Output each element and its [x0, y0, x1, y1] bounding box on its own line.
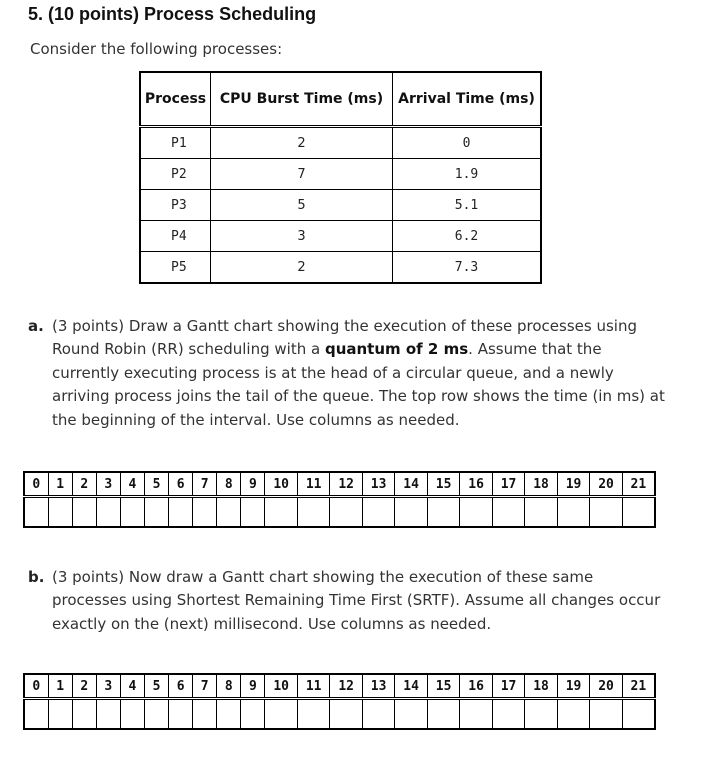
- gantt-answer-cell[interactable]: [590, 699, 622, 730]
- gantt-time-cell: 5: [144, 674, 168, 699]
- part-b-question: [28, 566, 668, 636]
- gantt-time-cell: 13: [362, 472, 394, 497]
- gantt-time-cell: 14: [395, 472, 427, 497]
- gantt-time-cell: 9: [241, 674, 265, 699]
- gantt-answer-cell[interactable]: [241, 497, 265, 528]
- burst-time: 2: [211, 127, 393, 159]
- gantt-time-cell: 8: [217, 472, 241, 497]
- gantt-answer-cell[interactable]: [395, 497, 427, 528]
- burst-time: 3: [211, 221, 393, 252]
- gantt-answer-cell[interactable]: [120, 699, 144, 730]
- gantt-slot-row: [24, 497, 655, 528]
- gantt-answer-cell[interactable]: [265, 699, 297, 730]
- gantt-answer-cell[interactable]: [48, 699, 72, 730]
- gantt-time-cell: 15: [427, 674, 459, 699]
- gantt-time-cell: 8: [217, 674, 241, 699]
- gantt-time-cell: 2: [72, 674, 96, 699]
- process-name: P1: [140, 127, 211, 159]
- gantt-time-cell: 21: [622, 674, 655, 699]
- header-process: Process: [140, 72, 211, 127]
- gantt-answer-cell[interactable]: [330, 497, 362, 528]
- process-table: [139, 71, 542, 284]
- gantt-time-cell: 19: [557, 472, 589, 497]
- gantt-time-cell: 17: [492, 472, 524, 497]
- gantt-answer-cell[interactable]: [48, 497, 72, 528]
- gantt-answer-cell[interactable]: [557, 699, 589, 730]
- gantt-answer-cell[interactable]: [362, 497, 394, 528]
- gantt-answer-cell[interactable]: [120, 497, 144, 528]
- gantt-time-cell: 1: [48, 674, 72, 699]
- gantt-answer-cell[interactable]: [265, 497, 297, 528]
- gantt-answer-cell[interactable]: [492, 699, 524, 730]
- burst-time: 7: [211, 159, 393, 190]
- arrival-time: 6.2: [393, 221, 542, 252]
- gantt-answer-cell[interactable]: [24, 699, 48, 730]
- gantt-time-cell: 14: [395, 674, 427, 699]
- gantt-answer-cell[interactable]: [72, 497, 96, 528]
- table-row: [140, 221, 541, 252]
- gantt-time-cell: 20: [590, 674, 622, 699]
- gantt-answer-cell[interactable]: [330, 699, 362, 730]
- gantt-answer-cell[interactable]: [492, 497, 524, 528]
- gantt-time-row: [24, 472, 655, 497]
- gantt-time-cell: 0: [24, 674, 48, 699]
- gantt-answer-cell[interactable]: [217, 699, 241, 730]
- burst-time: 5: [211, 190, 393, 221]
- gantt-answer-cell[interactable]: [72, 699, 96, 730]
- gantt-time-row: [24, 674, 655, 699]
- gantt-time-cell: 2: [72, 472, 96, 497]
- gantt-time-cell: 12: [330, 472, 362, 497]
- gantt-answer-cell[interactable]: [622, 699, 655, 730]
- question-heading: 5. (10 points) Process Scheduling: [28, 4, 317, 24]
- part-a-text-pre: (3 points) Draw a Gantt chart showing the execution of these processes using Round Robin (RR) scheduling with a: [52, 317, 637, 359]
- gantt-answer-cell[interactable]: [525, 497, 557, 528]
- gantt-time-cell: 1: [48, 472, 72, 497]
- gantt-answer-cell[interactable]: [96, 497, 120, 528]
- process-name: P5: [140, 252, 211, 284]
- gantt-time-cell: 7: [193, 472, 217, 497]
- gantt-time-cell: 4: [120, 674, 144, 699]
- header-arrival: Arrival Time (ms): [393, 72, 542, 127]
- gantt-time-cell: 9: [241, 472, 265, 497]
- gantt-time-cell: 11: [297, 674, 329, 699]
- gantt-answer-cell[interactable]: [297, 699, 329, 730]
- gantt-time-cell: 4: [120, 472, 144, 497]
- gantt-time-cell: 3: [96, 472, 120, 497]
- part-a-question: [28, 315, 668, 432]
- gantt-time-cell: 18: [525, 472, 557, 497]
- gantt-answer-cell[interactable]: [557, 497, 589, 528]
- gantt-time-cell: 11: [297, 472, 329, 497]
- gantt-time-cell: 6: [169, 472, 193, 497]
- gantt-time-cell: 10: [265, 472, 297, 497]
- gantt-time-cell: 15: [427, 472, 459, 497]
- gantt-answer-cell[interactable]: [362, 699, 394, 730]
- process-name: P3: [140, 190, 211, 221]
- gantt-time-cell: 16: [460, 472, 492, 497]
- gantt-time-cell: 5: [144, 472, 168, 497]
- gantt-time-cell: 16: [460, 674, 492, 699]
- gantt-answer-cell[interactable]: [590, 497, 622, 528]
- gantt-time-cell: 7: [193, 674, 217, 699]
- gantt-time-cell: 21: [622, 472, 655, 497]
- gantt-answer-cell[interactable]: [297, 497, 329, 528]
- part-a-quantum: quantum of 2 ms: [324, 340, 469, 359]
- gantt-answer-cell[interactable]: [622, 497, 655, 528]
- gantt-time-cell: 17: [492, 674, 524, 699]
- part-b-text: (3 points) Now draw a Gantt chart showing the execution of these same processes using Shortest Remaining Time First (SRTF). Assume all changes occur exactly on the (next) millisecond. Use columns as needed.: [52, 568, 661, 633]
- gantt-time-cell: 18: [525, 674, 557, 699]
- gantt-chart-srtf: [23, 673, 656, 730]
- gantt-answer-cell[interactable]: [144, 699, 168, 730]
- process-table-header-row: [140, 72, 541, 127]
- gantt-time-cell: 20: [590, 472, 622, 497]
- gantt-time-cell: 3: [96, 674, 120, 699]
- part-a-label: a.: [28, 317, 44, 335]
- arrival-time: 1.9: [393, 159, 542, 190]
- table-row: [140, 252, 541, 284]
- header-cpu-burst: CPU Burst Time (ms): [211, 72, 393, 127]
- gantt-time-cell: 19: [557, 674, 589, 699]
- gantt-time-cell: 6: [169, 674, 193, 699]
- burst-time: 2: [211, 252, 393, 284]
- gantt-chart-rr: [23, 471, 656, 528]
- gantt-slot-row: [24, 699, 655, 730]
- arrival-time: 7.3: [393, 252, 542, 284]
- gantt-time-cell: 0: [24, 472, 48, 497]
- process-name: P2: [140, 159, 211, 190]
- gantt-answer-cell[interactable]: [460, 497, 492, 528]
- arrival-time: 5.1: [393, 190, 542, 221]
- gantt-answer-cell[interactable]: [193, 699, 217, 730]
- gantt-answer-cell[interactable]: [217, 497, 241, 528]
- gantt-answer-cell[interactable]: [193, 497, 217, 528]
- gantt-answer-cell[interactable]: [525, 699, 557, 730]
- gantt-time-cell: 10: [265, 674, 297, 699]
- gantt-time-cell: 13: [362, 674, 394, 699]
- gantt-answer-cell[interactable]: [395, 699, 427, 730]
- table-row: [140, 190, 541, 221]
- gantt-answer-cell[interactable]: [169, 699, 193, 730]
- part-a-text: [52, 315, 668, 432]
- gantt-answer-cell[interactable]: [460, 699, 492, 730]
- table-row: [140, 127, 541, 159]
- part-b-label: b.: [28, 568, 45, 586]
- arrival-time: 0: [393, 127, 542, 159]
- gantt-answer-cell[interactable]: [96, 699, 120, 730]
- gantt-answer-cell[interactable]: [427, 497, 459, 528]
- gantt-answer-cell[interactable]: [24, 497, 48, 528]
- gantt-answer-cell[interactable]: [427, 699, 459, 730]
- gantt-time-cell: 12: [330, 674, 362, 699]
- intro-text: Consider the following processes:: [30, 40, 283, 58]
- table-row: [140, 159, 541, 190]
- process-name: P4: [140, 221, 211, 252]
- gantt-answer-cell[interactable]: [169, 497, 193, 528]
- gantt-answer-cell[interactable]: [144, 497, 168, 528]
- gantt-answer-cell[interactable]: [241, 699, 265, 730]
- part-a-text-post: . Assume that the currently executing process is at the head of a circular queue, and a newly arriving process joins the tail of the queue. The top row shows the time (in ms) at the beginning of the interval. Use columns as needed.: [52, 340, 665, 429]
